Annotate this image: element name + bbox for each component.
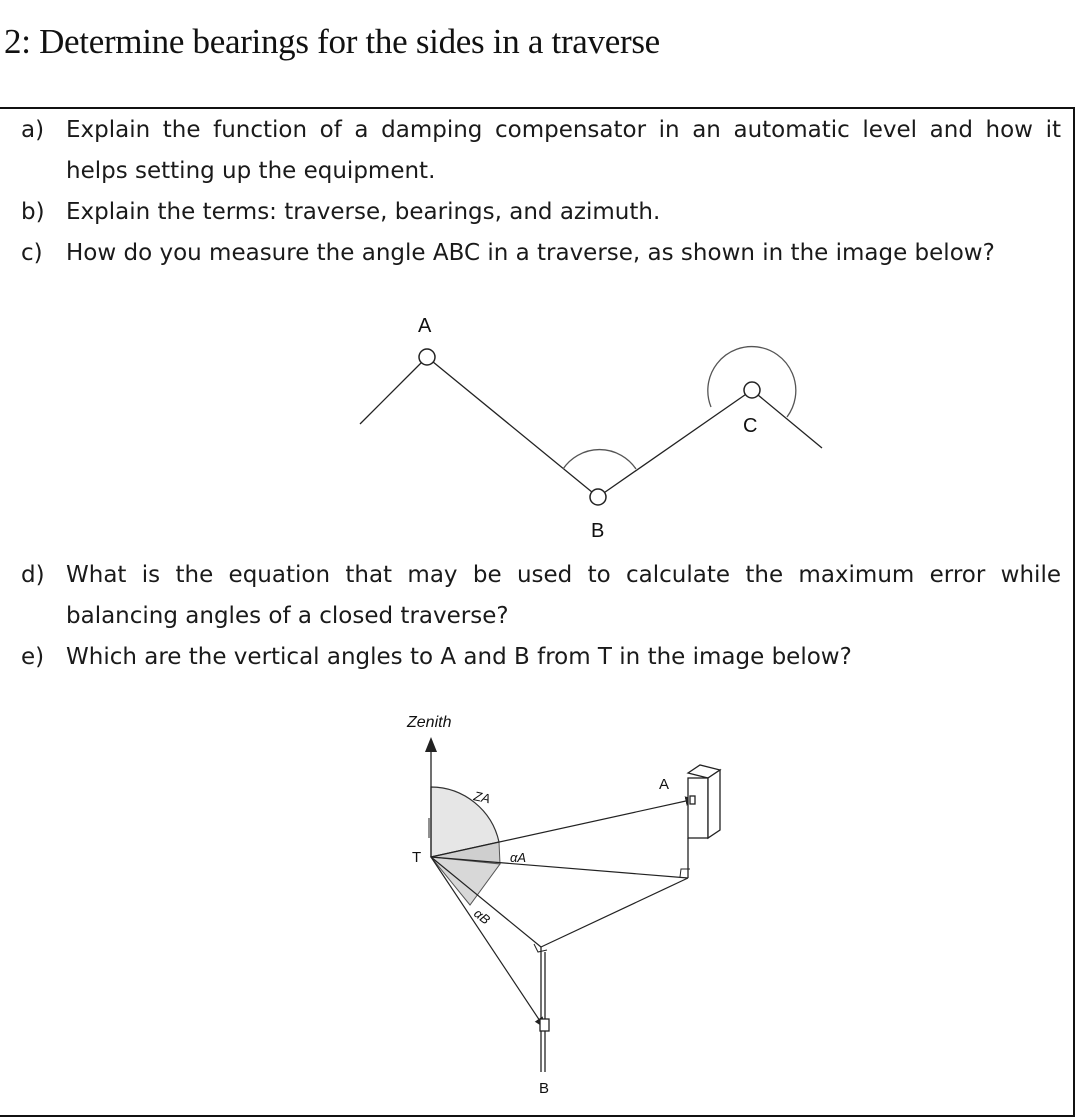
question-e-line1: Which are the vertical angles to A and B from T in the image below? (66, 644, 852, 670)
label-target-b: B (539, 1080, 550, 1097)
base-line (541, 878, 688, 947)
question-a-line1: Explain the function of a damping compensator in an automatic level and how it (66, 117, 1061, 143)
label-alpha-b: αB (471, 905, 494, 928)
sight-line-b (431, 857, 544, 1027)
question-b-line1: Explain the terms: traverse, bearings, and azimuth. (66, 199, 661, 225)
page-title: 2: Determine bearings for the sides in a traverse (4, 22, 660, 61)
target-a-building (688, 765, 720, 878)
label-a: A (418, 315, 432, 337)
label-t: T (412, 849, 422, 866)
alpha-b-sector (431, 857, 500, 905)
question-b-label: b) (21, 199, 45, 225)
label-za: ZA (472, 788, 492, 807)
question-c-label: c) (21, 240, 43, 266)
label-c: C (743, 415, 758, 437)
label-b: B (591, 520, 605, 542)
target-b-pole (540, 947, 549, 1072)
label-zenith: Zenith (407, 714, 452, 731)
question-a-label: a) (21, 117, 45, 143)
question-a-line2: helps setting up the equipment. (66, 158, 436, 184)
label-alpha-a: αA (510, 850, 527, 865)
zenith-arrowhead (425, 737, 437, 752)
question-d-label: d) (21, 562, 45, 588)
question-d-line1: What is the equation that may be used to calculate the maximum error while (66, 562, 1061, 588)
question-e-label: e) (21, 644, 45, 670)
label-target-a: A (659, 776, 670, 793)
question-c-line1: How do you measure the angle ABC in a traverse, as shown in the image below? (66, 240, 995, 266)
question-d-line2: balancing angles of a closed traverse? (66, 603, 509, 629)
